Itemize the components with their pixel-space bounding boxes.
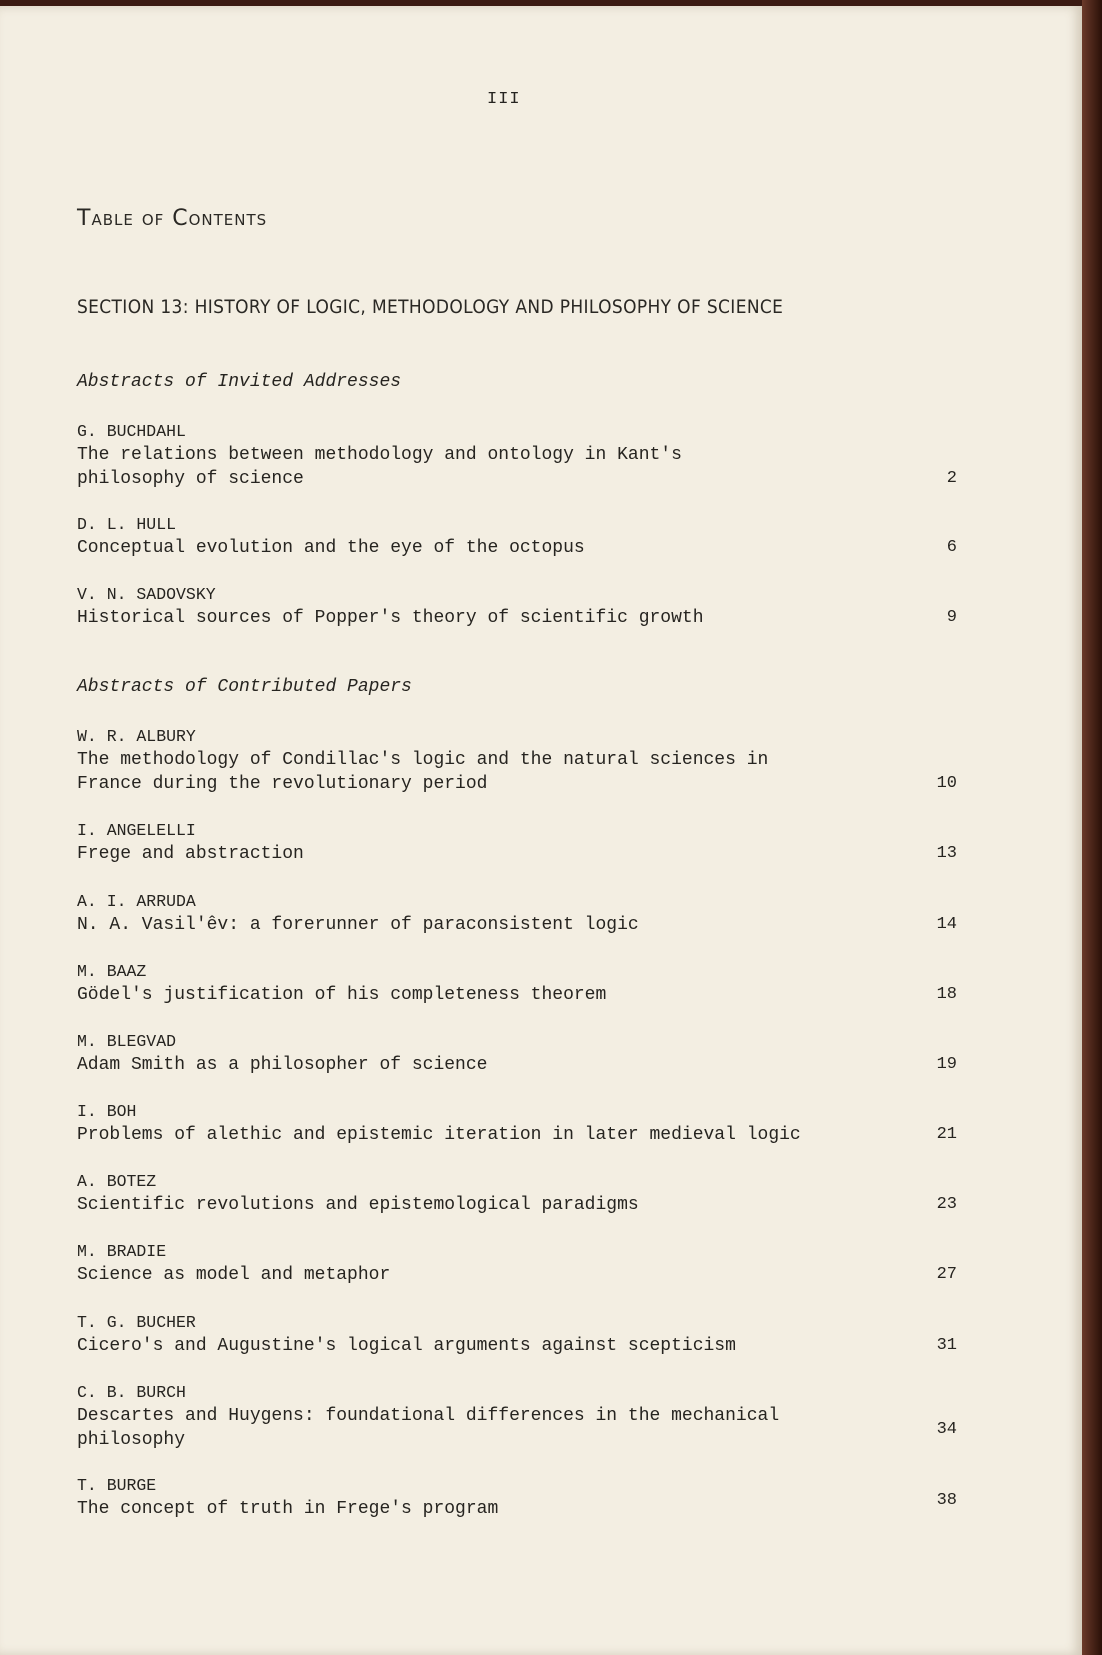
entry-author: T. G. BUCHER — [77, 1313, 196, 1332]
entry-title: Problems of alethic and epistemic iteration in later medieval logic — [77, 1125, 801, 1145]
entry-page: 9 — [946, 608, 957, 627]
entry-page: 6 — [946, 538, 957, 557]
group-heading-invited: Abstracts of Invited Addresses — [77, 372, 402, 392]
entry-title: The concept of truth in Frege's program — [77, 1499, 499, 1519]
entry-author: D. L. HULL — [77, 515, 177, 534]
entry-author: V. N. SADOVSKY — [77, 585, 216, 604]
entry-page: 27 — [936, 1265, 957, 1284]
page-number: III — [487, 90, 521, 109]
toc-entry — [77, 1474, 957, 1521]
toc-entry — [77, 960, 957, 1007]
entry-page: 38 — [936, 1491, 957, 1510]
entry-author: I. ANGELELLI — [77, 821, 196, 840]
entry-author: I. BOH — [77, 1102, 137, 1121]
toc-entry — [77, 890, 957, 937]
entry-page: 13 — [936, 844, 957, 863]
entry-title: The methodology of Condillac's logic and the natural sciences in France during the revolutionary period — [77, 750, 769, 794]
entry-author: W. R. ALBURY — [77, 727, 196, 746]
toc-entry — [77, 1381, 957, 1452]
entry-author: M. BLEGVAD — [77, 1032, 177, 1051]
entry-page: 21 — [936, 1125, 957, 1144]
entry-title: Scientific revolutions and epistemological paradigms — [77, 1195, 639, 1215]
entry-title: Historical sources of Popper's theory of scientific growth — [77, 608, 704, 628]
entry-title: Cicero's and Augustine's logical arguments against scepticism — [77, 1336, 736, 1356]
entry-page: 18 — [936, 985, 957, 1004]
toc-title: Table of Contents — [77, 206, 268, 231]
entry-title: N. A. Vasil'êv: a forerunner of paraconsistent logic — [77, 915, 639, 935]
group-heading-contributed: Abstracts of Contributed Papers — [77, 677, 412, 697]
toc-entry — [77, 1240, 957, 1287]
entry-page: 14 — [936, 915, 957, 934]
entry-author: M. BAAZ — [77, 962, 147, 981]
entry-title: Frege and abstraction — [77, 844, 304, 864]
toc-entry — [77, 513, 957, 560]
entry-title: Gödel's justification of his completeness theorem — [77, 985, 607, 1005]
entry-title: Adam Smith as a philosopher of science — [77, 1055, 488, 1075]
entry-page: 2 — [946, 469, 957, 488]
entry-author: C. B. BURCH — [77, 1383, 186, 1402]
entry-author: G. BUCHDAHL — [77, 422, 186, 441]
entry-title: Science as model and metaphor — [77, 1265, 391, 1285]
entry-author: M. BRADIE — [77, 1242, 167, 1261]
entry-author: T. BURGE — [77, 1476, 157, 1495]
entry-page: 23 — [936, 1195, 957, 1214]
section-title: SECTION 13: HISTORY OF LOGIC, METHODOLOGY AND PHILOSOPHY OF SCIENCE — [77, 297, 784, 318]
toc-entry — [77, 1100, 957, 1147]
entry-title: Descartes and Huygens: foundational differences in the mechanical philosophy — [77, 1406, 780, 1450]
entry-page: 10 — [936, 774, 957, 793]
toc-entry — [77, 420, 957, 491]
toc-entry — [77, 1030, 957, 1077]
toc-entry — [77, 1170, 957, 1217]
entry-page: 31 — [936, 1336, 957, 1355]
entry-page: 19 — [936, 1055, 957, 1074]
entry-page: 34 — [936, 1420, 957, 1439]
entry-title: Conceptual evolution and the eye of the octopus — [77, 538, 585, 558]
toc-entry — [77, 725, 957, 796]
entry-author: A. I. ARRUDA — [77, 892, 196, 911]
toc-entry — [77, 583, 957, 630]
toc-entry — [77, 819, 957, 866]
entry-title: The relations between methodology and ontology in Kant's philosophy of science — [77, 445, 682, 489]
entry-author: A. BOTEZ — [77, 1172, 157, 1191]
book-spine — [1082, 0, 1102, 1655]
toc-entry — [77, 1311, 957, 1358]
